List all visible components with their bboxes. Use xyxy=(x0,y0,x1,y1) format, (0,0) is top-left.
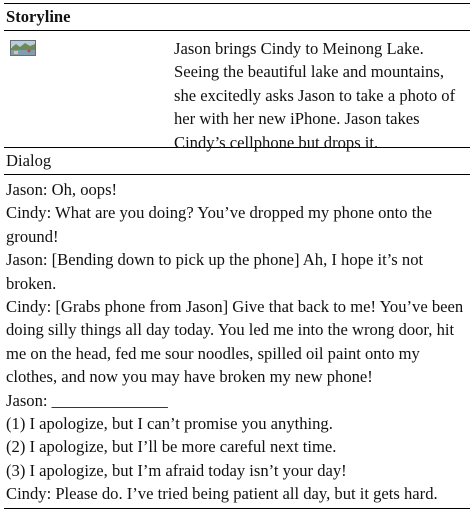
dialog-option: (2) I apologize, but I’ll be more careful next time. xyxy=(6,437,337,457)
dialog-line: Cindy: [Grabs phone from Jason] Give that back to me! You’ve been doing silly things all day today. You led me into the wrong door, hit me on the head, fed me sour noodles, spilled oil paint onto my clothes, and now you may have broken my new phone! xyxy=(6,297,464,387)
dialog-line: Jason: Oh, oops! xyxy=(6,180,118,199)
storyline-header: Storyline xyxy=(4,4,470,31)
storyline-row xyxy=(4,31,470,152)
dialog-body xyxy=(4,175,470,508)
lake-scene-image xyxy=(11,41,35,55)
dialog-header: Dialog xyxy=(4,148,470,175)
dialog-option: (1) I apologize, but I can’t promise you anything. xyxy=(6,414,333,434)
storyline-thumbnail-image xyxy=(10,40,36,56)
dialog-line: Jason: ______________ xyxy=(6,390,168,410)
dialog-line: Jason: [Bending down to pick up the phone] Ah, I hope it’s not broken. xyxy=(6,250,424,293)
dialog-line: Cindy: What are you doing? You’ve dropped my phone onto the ground! xyxy=(6,203,432,246)
dialog-line: Cindy: Please do. I’ve tried being patient all day, but it gets hard. xyxy=(6,484,438,504)
dialog-option: (3) I apologize, but I’m afraid today isn’t your day! xyxy=(6,460,347,480)
storyline-text: Jason brings Cindy to Meinong Lake. Seeing the beautiful lake and mountains, she excitedly asks Jason to take a photo of her with her new iPhone. Jason takes Cindy’s cellphone but drops it. xyxy=(174,39,456,152)
storyline-dialog-table xyxy=(4,3,470,509)
